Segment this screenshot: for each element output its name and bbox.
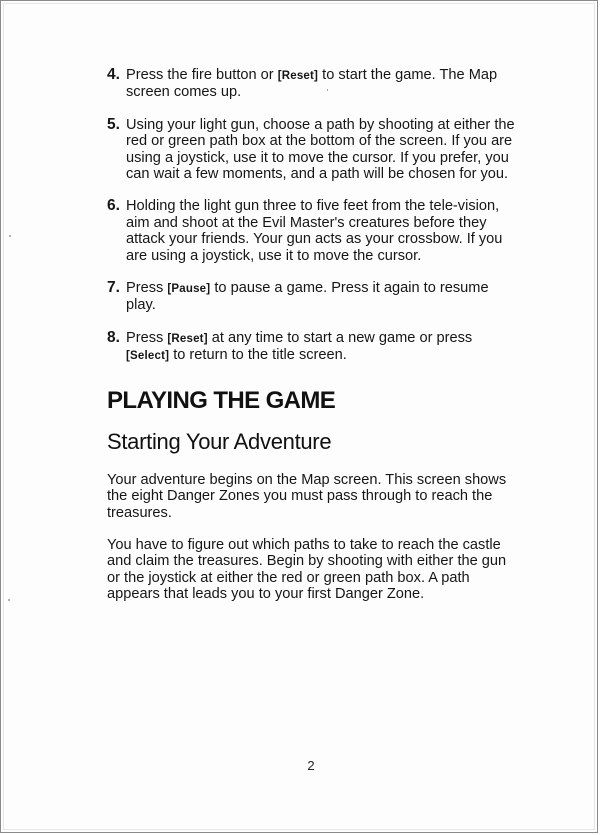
step-6 [107, 198, 517, 264]
step-text-segment: Press [126, 329, 168, 346]
step-text-segment: Press [126, 280, 168, 297]
step-text: Holding the light gun three to five feet from the tele-vision, aim and shoot at the Evil Master's creatures before they attack your friends. Your gun acts as your crossbow. If you are using a joystick, use it to move the cursor. [126, 198, 503, 264]
step-number: 6. [107, 197, 120, 215]
instruction-steps [107, 67, 517, 365]
step-text-segment: to pause a game. Press it again to resume play. [126, 280, 489, 314]
scan-speck [9, 235, 11, 237]
subsection-title: Starting Your Adventure [107, 428, 332, 454]
step-text [126, 330, 472, 363]
section-title: PLAYING THE GAME [107, 386, 336, 414]
scan-speck [8, 599, 10, 601]
step-number: 8. [107, 328, 120, 346]
step-text: Using your light gun, choose a path by shooting at either the red or green path box at the bottom of the screen. If you are using a joystick, use it to move the cursor. If you prefer, you can wait a few moments, and a path will be chosen for you. [126, 116, 515, 183]
step-7 [107, 280, 517, 314]
paragraph-paths: You have to figure out which paths to take to reach the castle and claim the treasures. Begin by shooting with either the gun or the joystick at either the red or green path box. A path appears that leads you to your first Danger Zone. [107, 536, 507, 603]
step-number: 7. [107, 279, 120, 297]
step-text-segment: Press the fire button or [126, 67, 278, 83]
step-5 [107, 117, 517, 183]
step-number: 4. [107, 66, 120, 83]
step-text-segment: at any time to start a new game or press [207, 329, 473, 346]
step-text [126, 280, 489, 313]
step-text [126, 67, 497, 100]
step-number: 5. [107, 115, 120, 133]
reset-key-label: [Reset] [277, 70, 319, 82]
reset-key-label: [Reset] [167, 332, 208, 345]
step-text-segment: to return to the title screen. [169, 347, 347, 364]
step-8 [107, 330, 517, 365]
step-text-segment: to start the game. The Map screen comes up. [126, 67, 498, 101]
page-content [107, 67, 517, 603]
pause-key-label: [Pause] [167, 283, 211, 296]
select-key-label: [Select] [126, 350, 170, 363]
step-4 [107, 67, 517, 101]
paragraph-map-screen: Your adventure begins on the Map screen. This screen shows the eight Danger Zones you must pass through to reach the treasures. [107, 471, 507, 521]
page-number: 2 [307, 758, 315, 773]
